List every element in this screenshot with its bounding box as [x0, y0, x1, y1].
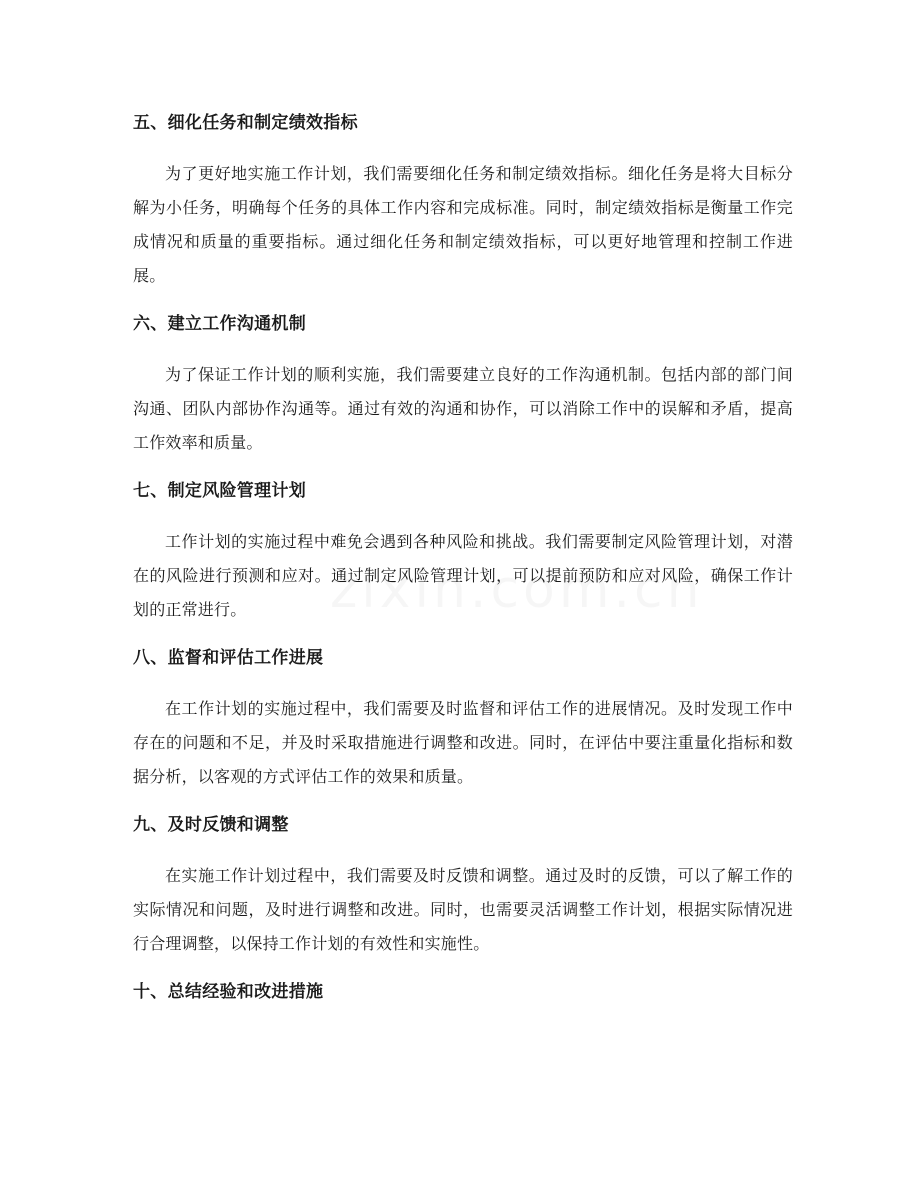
- document-content: [133, 108, 793, 1007]
- section-6: [133, 309, 793, 460]
- section-5: [133, 108, 793, 293]
- section-10: [133, 977, 793, 1007]
- section-paragraph: 为了保证工作计划的顺利实施，我们需要建立良好的工作沟通机制。包括内部的部门间沟通、团队内部协作沟通等。通过有效的沟通和协作，可以消除工作中的误解和矛盾，提高工作效率和质量。: [133, 365, 793, 452]
- section-8: [133, 643, 793, 794]
- section-heading: 六、建立工作沟通机制: [133, 314, 306, 334]
- section-paragraph: 在实施工作计划过程中，我们需要及时反馈和调整。通过及时的反馈，可以了解工作的实际情况和问题，及时进行调整和改进。同时，也需要灵活调整工作计划，根据实际情况进行合理调整，以保持工作计划的有效性和实施性。: [133, 866, 793, 953]
- section-paragraph: 为了更好地实施工作计划，我们需要细化任务和制定绩效指标。细化任务是将大目标分解为小任务，明确每个任务的具体工作内容和完成标准。同时，制定绩效指标是衡量工作完成情况和质量的重要指标。通过细化任务和制定绩效指标，可以更好地管理和控制工作进展。: [133, 164, 793, 285]
- section-heading: 九、及时反馈和调整: [133, 815, 289, 835]
- section-heading: 五、细化任务和制定绩效指标: [133, 113, 358, 133]
- section-paragraph: 工作计划的实施过程中难免会遇到各种风险和挑战。我们需要制定风险管理计划，对潜在的风险进行预测和应对。通过制定风险管理计划，可以提前预防和应对风险，确保工作计划的正常进行。: [133, 532, 793, 619]
- section-heading: 八、监督和评估工作进展: [133, 648, 324, 668]
- section-paragraph: 在工作计划的实施过程中，我们需要及时监督和评估工作的进展情况。及时发现工作中存在的问题和不足，并及时采取措施进行调整和改进。同时，在评估中要注重量化指标和数据分析，以客观的方式评估工作的效果和质量。: [133, 699, 793, 786]
- section-9: [133, 810, 793, 961]
- section-7: [133, 476, 793, 627]
- section-heading: 十、总结经验和改进措施: [133, 982, 324, 1002]
- section-heading: 七、制定风险管理计划: [133, 481, 306, 501]
